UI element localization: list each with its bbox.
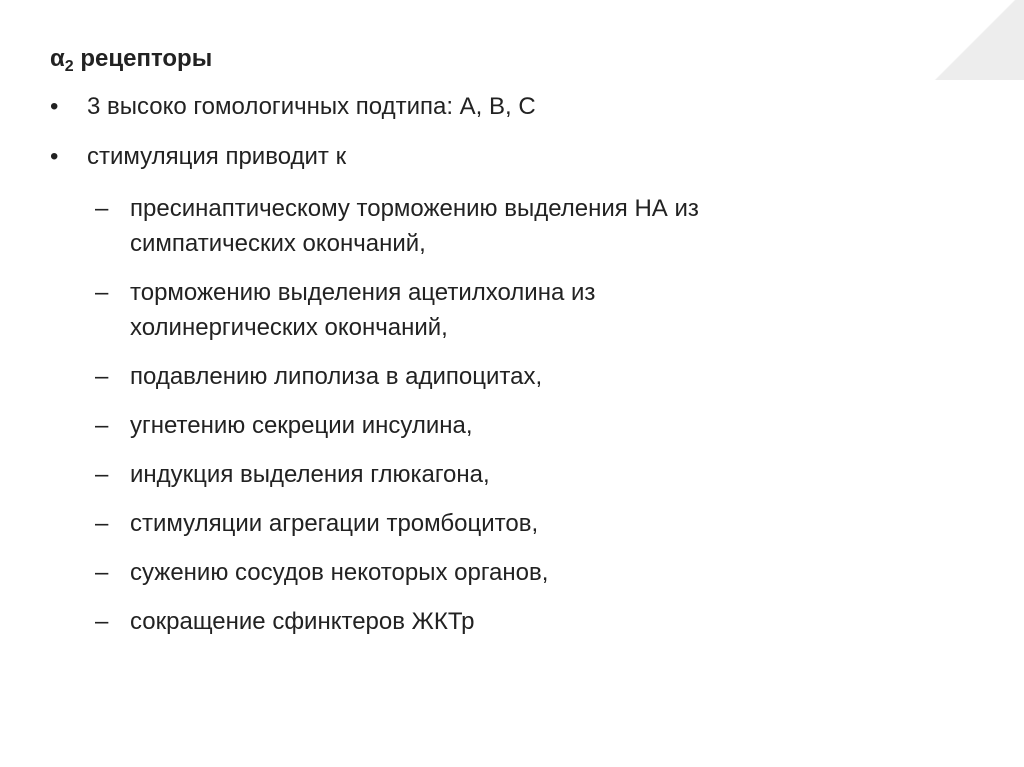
sub-item (50, 555, 990, 590)
bullet-item (50, 141, 990, 173)
heading-text: рецепторы (80, 45, 213, 72)
sub-item-line: симпатических окончаний, (130, 230, 426, 257)
heading-subscript: 2 (64, 58, 74, 75)
sub-item-line: холинергических окончаний, (130, 314, 448, 341)
heading-symbol: α (50, 45, 65, 72)
sub-item-line: пресинаптическому торможению выделения НА из (130, 195, 699, 222)
bullet-marker: • (50, 93, 59, 120)
sub-item-line: торможению выделения ацетилхолина из (130, 279, 596, 306)
bullet-marker: • (50, 143, 59, 170)
dash-marker: – (95, 461, 109, 488)
dash-marker: – (95, 363, 109, 390)
dash-marker: – (95, 608, 109, 635)
bullet-text: стимуляция приводит к (87, 143, 347, 170)
dash-marker: – (95, 559, 109, 586)
sub-item-line: стимуляции агрегации тромбоцитов, (130, 510, 539, 537)
dash-marker: – (95, 279, 109, 306)
sub-item (50, 408, 990, 443)
bullet-text: 3 высоко гомологичных подтипа: A, B, C (87, 93, 536, 120)
sub-item-line: индукция выделения глюкагона, (130, 461, 490, 488)
dash-marker: – (95, 510, 109, 537)
sub-item (50, 457, 990, 492)
sub-item-line: сокращение сфинктеров ЖКТр (130, 608, 475, 635)
bullet-item (50, 91, 990, 123)
sub-item (50, 506, 990, 541)
dash-marker: – (95, 195, 109, 222)
slide-heading (50, 45, 990, 73)
sub-item (50, 275, 990, 345)
dash-marker: – (95, 412, 109, 439)
sub-item (50, 191, 990, 261)
sub-item (50, 359, 990, 394)
sub-item-line: сужению сосудов некоторых органов, (130, 559, 549, 586)
slide-content (50, 45, 990, 653)
sub-item-list (50, 191, 990, 639)
sub-item-line: угнетению секреции инсулина, (130, 412, 473, 439)
sub-item-line: подавлению липолиза в адипоцитах, (130, 363, 543, 390)
sub-item (50, 604, 990, 639)
